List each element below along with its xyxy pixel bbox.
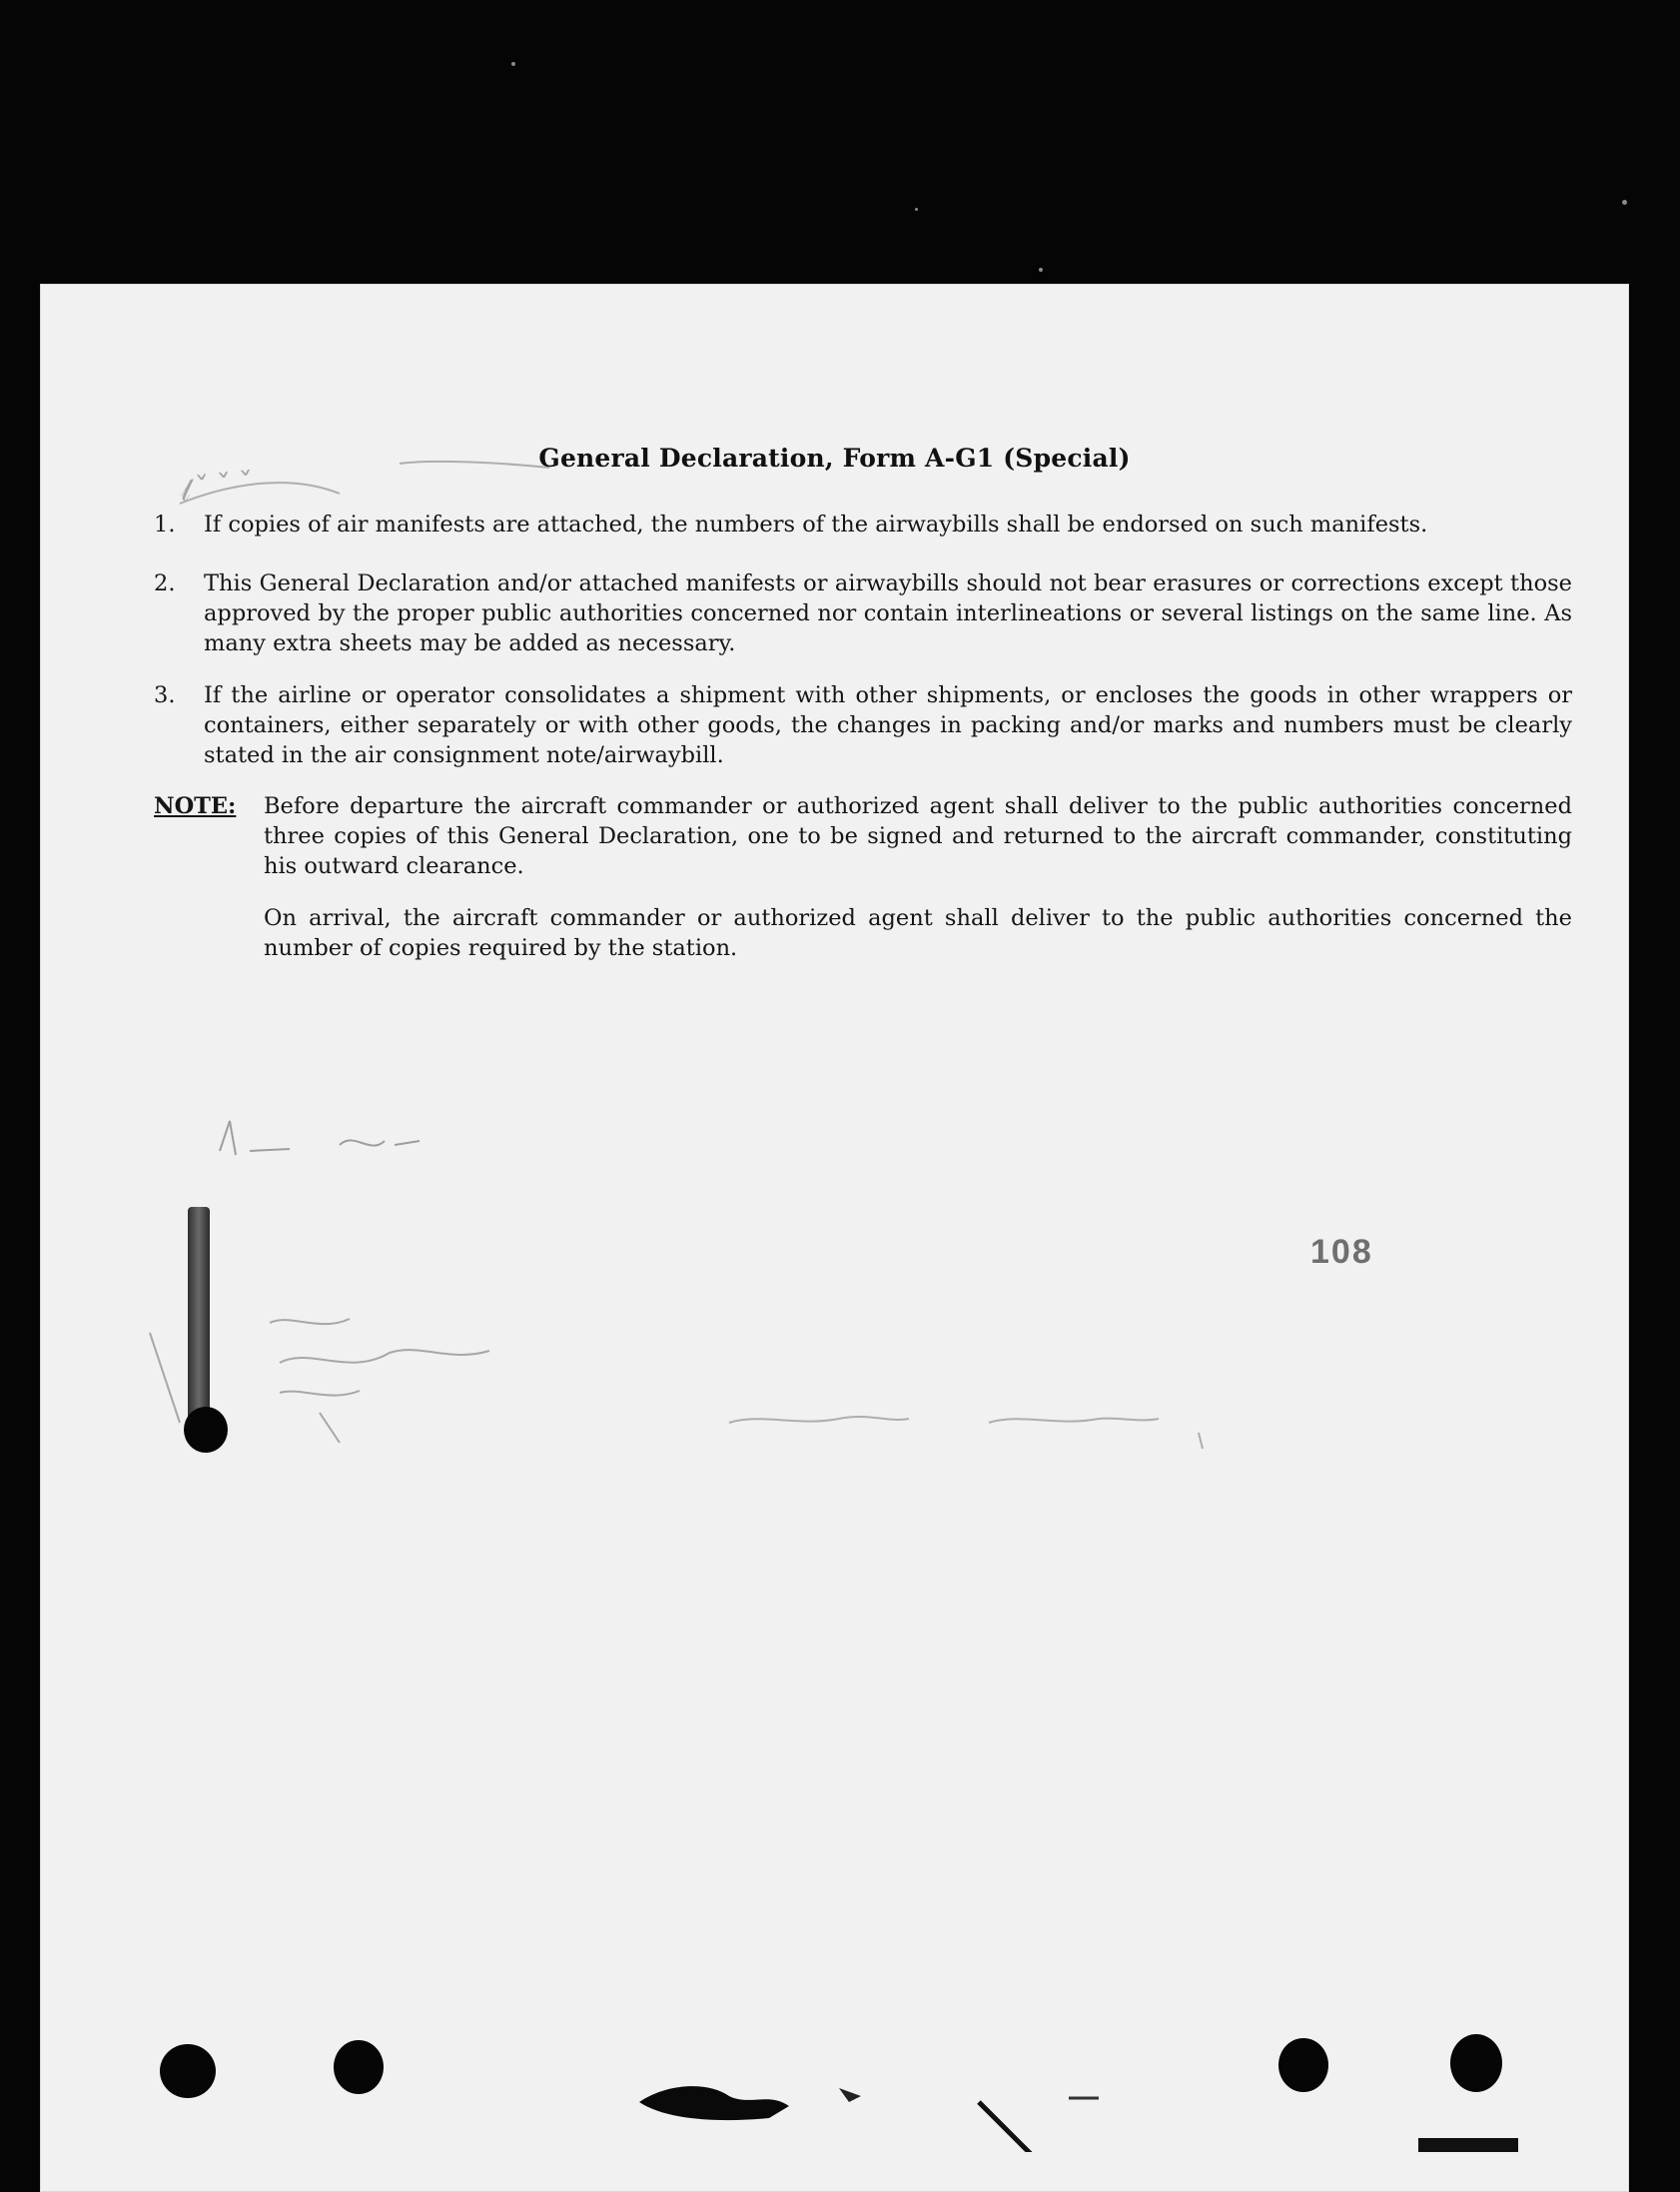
note-paragraph-2: On arrival, the aircraft commander or authorized agent shall deliver to the public authorities concerned the number of copies required by the station. [264,905,1572,961]
punch-hole [334,2040,384,2094]
scan-speck [511,62,515,66]
item-number: 3. [154,682,176,708]
form-title: General Declaration, Form A-G1 (Special) [538,444,1131,473]
pencil-scribble [719,1383,1239,1463]
note-paragraph-2-block [264,903,1572,963]
pencil-scribble [180,1111,479,1191]
scan-speck [915,208,918,211]
instruction-item-1 [154,510,1572,540]
item-number: 1. [154,512,176,538]
instruction-item-3 [154,680,1572,770]
punch-hole [1278,2038,1328,2092]
scan-speck [1039,268,1043,272]
instruction-item-2 [154,568,1572,658]
item-text: If copies of air manifests are attached, the numbers of the airwaybills shall be endorsed on such manifests. [204,512,1428,538]
note-paragraph-1: Before departure the aircraft commander or authorized agent shall deliver to the public authorities concerned three copies of this General Declaration, one to be signed and returned to the aircraft commander, constituting his outward clearance. [264,793,1572,879]
stamp-number: 108 [1310,1233,1373,1271]
ink-blot [184,1407,228,1453]
document-page [40,284,1629,2192]
note-block [154,791,1572,881]
item-text: This General Declaration and/or attached manifests or airwaybills should not bear erasures or corrections except those approved by the proper public authorities concerned nor contain interlineations or several listings on the same line. As many extra sheets may be added as necessary. [204,570,1572,656]
punch-hole [160,2044,216,2098]
ink-smudge [599,2062,1159,2152]
note-label: NOTE: [154,793,237,819]
ink-marker-stroke [188,1207,210,1427]
punch-hole [1450,2034,1502,2092]
handwriting-mark: 𝓁ˇˇˇ [178,465,262,510]
scan-speck [1622,200,1627,205]
item-text: If the airline or operator consolidates a shipment with other shipments, or encloses the goods in other wrappers or containers, either separately or with other goods, the changes in packing and/or marks and numbers must be clearly stated in the air consignment note/airwaybill. [204,682,1572,768]
item-number: 2. [154,570,176,596]
bottom-edge-bar [1418,2138,1518,2152]
